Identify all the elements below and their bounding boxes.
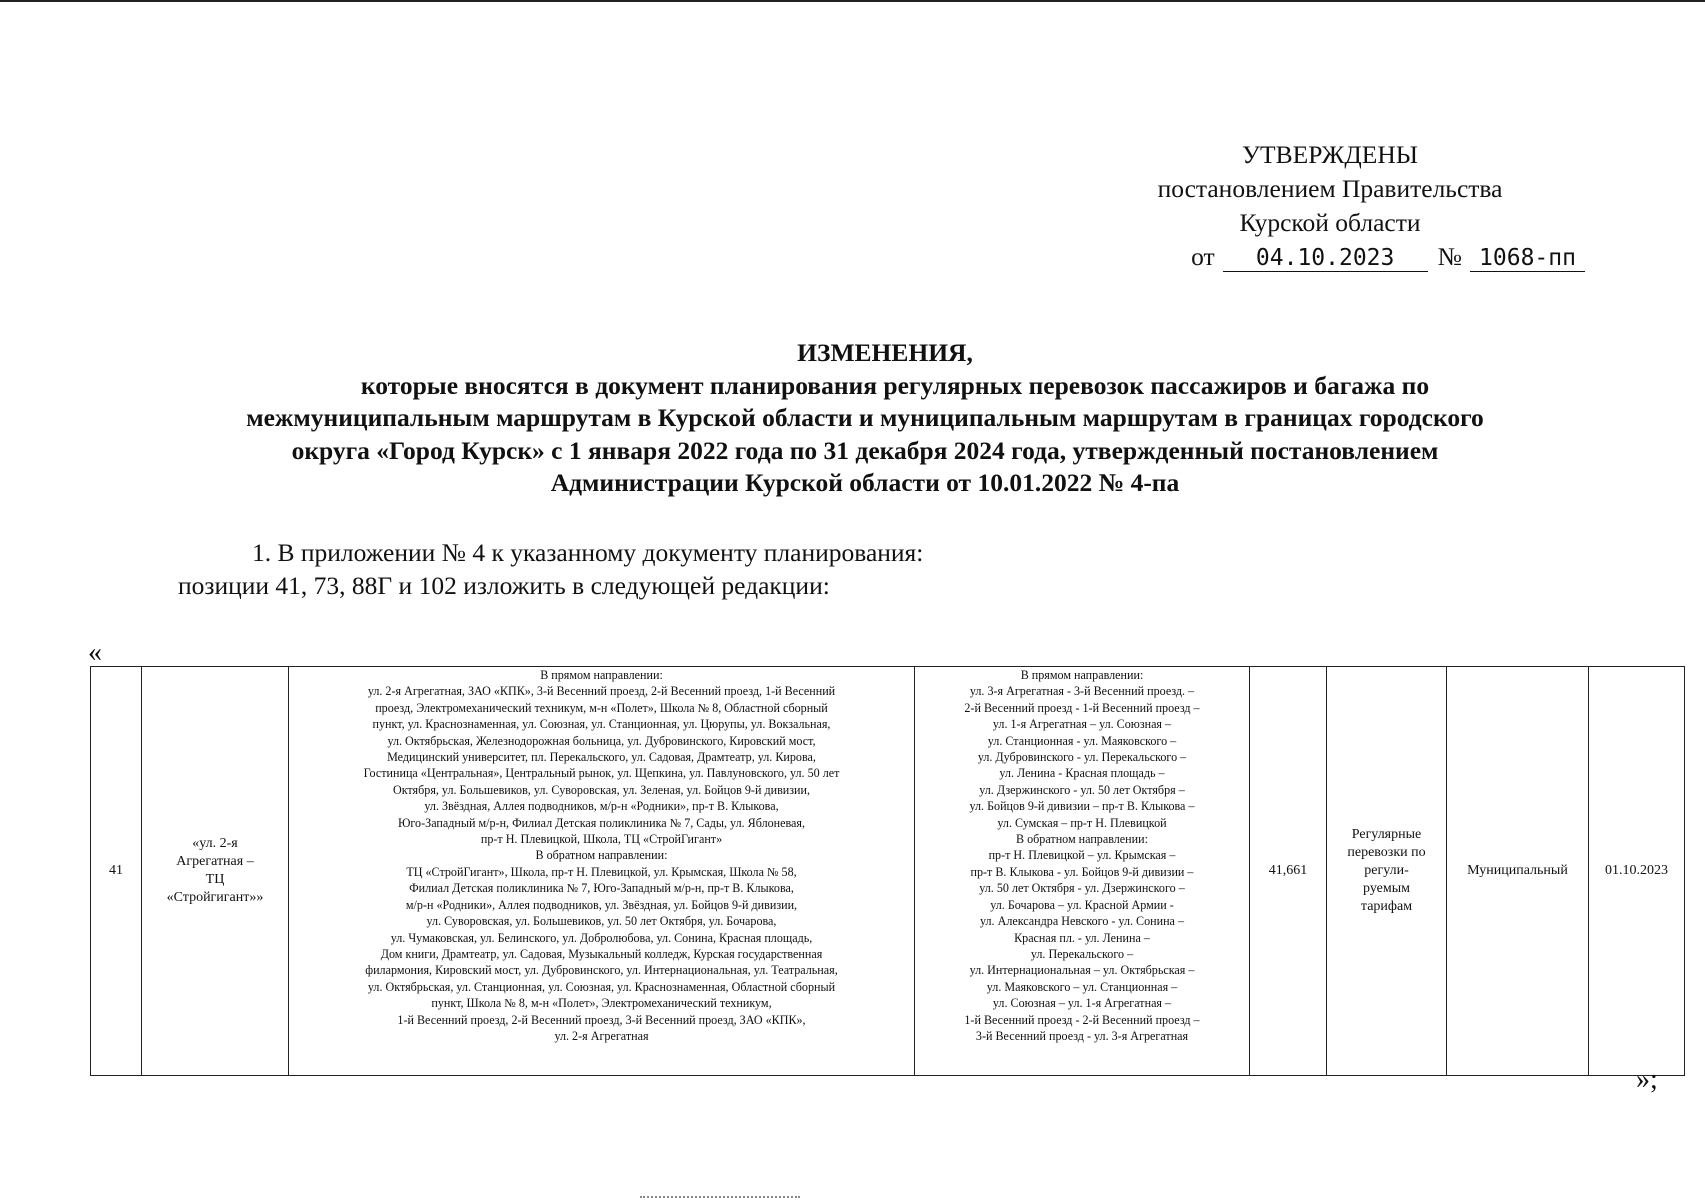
route-length-cell: 41,661	[1250, 667, 1327, 1076]
streets-line: 3-й Весенний проезд - ул. 3-я Агрегатная	[975, 1028, 1189, 1043]
transport-type-line: регули-	[1364, 863, 1409, 878]
streets-line: 1-й Весенний проезд - 2-й Весенний проезд –	[964, 1012, 1200, 1027]
start-date-cell: 01.10.2023	[1589, 667, 1685, 1076]
closing-quote: »;	[1636, 1064, 1658, 1095]
transport-type-cell	[1327, 667, 1447, 1076]
transport-type-line: Регулярные	[1351, 827, 1422, 842]
approval-date: 04.10.2023	[1223, 245, 1428, 272]
stops-line: ул. 2-я Агрегатная, ЗАО «КПК», 3-й Весенний проезд, 2-й Весенний проезд, 1-й Весенний	[367, 684, 836, 699]
streets-line: ул. Дубровинского - ул. Перекальского –	[977, 750, 1187, 765]
stops-line: пр-т Н. Плевицкой, Школа, ТЦ «СтройГигант»	[480, 832, 723, 847]
top-border-line	[0, 0, 1705, 2]
stops-line: пункт, Школа № 8, м-н «Полет», Электромеханический техникум,	[431, 996, 772, 1011]
streets-line: ул. Станционная - ул. Маяковского –	[987, 733, 1177, 748]
title-line-1: которые вносятся в документ планирования регулярных перевозок пассажиров и багажа по	[360, 370, 1430, 400]
table-row	[91, 667, 1685, 1076]
route-streets-cell	[915, 667, 1250, 1076]
streets-line: пр-т Н. Плевицкой – ул. Крымская –	[988, 848, 1176, 863]
paragraph-2: позиции 41, 73, 88Г и 102 изложить в следующей редакции:	[178, 571, 830, 600]
stops-line: м/р-н «Родники», Аллея подводников, ул. Звёздная, ул. Бойцов 9-й дивизии,	[405, 897, 798, 912]
streets-line: ул. Перекальского –	[1030, 946, 1134, 961]
streets-line: ул. Союзная – ул. 1-я Агрегатная –	[992, 996, 1172, 1011]
stops-line: пункт, ул. Краснознаменная, ул. Союзная, ул. Станционная, ул. Цюрупы, ул. Вокзальная,	[372, 717, 831, 732]
streets-line: ул. Бочарова – ул. Красной Армии -	[990, 897, 1174, 912]
stops-line: ул. Октябрьская, ул. Станционная, ул. Союзная, ул. Краснознаменная, Областной сборный	[367, 979, 836, 994]
stops-line: 1-й Весенний проезд, 2-й Весенний проезд, 3-й Весенний проезд, ЗАО «КПК»,	[397, 1012, 806, 1027]
approved-by-line1: постановлением Правительства	[1157, 174, 1503, 203]
title-main: ИЗМЕНЕНИЯ,	[797, 338, 973, 367]
streets-line: ул. Сумская – пр-т Н. Плевицкой	[997, 815, 1167, 830]
route-stops-cell	[289, 667, 915, 1076]
stops-line: ул. Октябрьская, Железнодорожная больница, ул. Дубровинского, Кировский мост,	[387, 733, 816, 748]
title-line-3: округа «Город Курск» с 1 января 2022 года по 31 декабря 2024 года, утвержденный постановлением	[291, 435, 1439, 465]
streets-line: пр-т В. Клыкова - ул. Бойцов 9-й дивизии –	[970, 864, 1194, 879]
streets-line: В прямом направлении:	[1020, 668, 1144, 682]
streets-line: ул. 1-я Агрегатная – ул. Союзная –	[992, 717, 1172, 732]
document-title	[160, 337, 1570, 500]
title-line-2: межмуниципальным маршрутам в Курской области и муниципальным маршрутам в границах городского	[246, 403, 1484, 432]
streets-line: ул. Дзержинского - ул. 50 лет Октября –	[979, 782, 1185, 797]
opening-quote: «	[88, 637, 102, 668]
stops-line: Октября, ул. Большевиков, ул. Суворовская, ул. Зеленая, ул. Бойцов 9-й дивизии,	[392, 782, 811, 797]
stops-line: Юго-Западный м/р-н, Филиал Детская поликлиника № 7, Сады, ул. Яблоневая,	[397, 815, 806, 830]
route-name-line: «Стройгигант»»	[166, 890, 264, 905]
stops-line: Филиал Детская поликлиника № 7, Юго-Западный м/р-н, пр-т В. Клыкова,	[409, 881, 794, 896]
route-name-cell	[142, 667, 289, 1076]
streets-line: 2-й Весенний проезд - 1-й Весенний проезд –	[964, 700, 1200, 715]
stops-line: ул. Суворовская, ул. Большевиков, ул. 50 лет Октября, ул. Бочарова,	[426, 914, 777, 929]
stops-line: Гостиница «Центральная», Центральный рынок, ул. Щепкина, ул. Павлуновского, ул. 50 лет	[363, 766, 840, 781]
route-name-line: Агрегатная –	[176, 854, 254, 869]
stops-line: филармония, Кировский мост, ул. Дубровинского, ул. Интернациональная, ул. Театральная,	[365, 963, 838, 978]
stops-line: ул. Чумаковская, ул. Белинского, ул. Добролюбова, ул. Сонина, Красная площадь,	[390, 930, 813, 945]
route-name-line: «ул. 2-я	[192, 836, 238, 851]
streets-line: Красная пл. - ул. Ленина –	[1014, 930, 1150, 945]
routes-table	[90, 666, 1685, 1076]
stops-line: В обратном направлении:	[535, 848, 668, 863]
streets-line: ул. 50 лет Октября - ул. Дзержинского –	[979, 881, 1185, 896]
streets-line: ул. Александра Невского - ул. Сонина –	[979, 914, 1185, 929]
streets-line: В обратном направлении:	[1016, 832, 1148, 847]
stops-line: В прямом направлении:	[540, 668, 663, 682]
streets-line: ул. Бойцов 9-й дивизии – пр-т В. Клыкова –	[969, 799, 1195, 814]
route-number-cell: 41	[91, 667, 142, 1076]
transport-type-line: тарифам	[1360, 899, 1413, 914]
approved-by-line2: Курской области	[1239, 208, 1421, 237]
route-name-line: ТЦ	[205, 872, 225, 887]
paragraph-1: 1. В приложении № 4 к указанному документу планирования:	[252, 538, 924, 567]
title-line-4: Администрации Курской области от 10.01.2022 № 4-па	[550, 468, 1180, 497]
approval-dateline	[1120, 240, 1585, 274]
stops-line: ул. Звёздная, Аллея подводников, м/р-н «Родники», пр-т В. Клыкова,	[424, 799, 779, 814]
streets-line: ул. 3-я Агрегатная - 3-й Весенний проезд. –	[969, 684, 1195, 699]
route-kind-cell: Муниципальный	[1447, 667, 1589, 1076]
stops-line: проезд, Электромеханический техникум, м-н «Полет», Школа № 8, Областной сборный	[375, 700, 828, 715]
stops-line: Дом книги, Драмтеатр, ул. Садовая, Музыкальный колледж, Курская государственная	[380, 946, 823, 961]
transport-type-line: руемым	[1363, 881, 1410, 896]
stops-line: ул. 2-я Агрегатная	[554, 1028, 649, 1043]
approval-number: 1068-пп	[1470, 245, 1585, 272]
approved-heading: УТВЕРЖДЕНЫ	[1242, 140, 1418, 169]
stops-line: ТЦ «СтройГигант», Школа, пр-т Н. Плевицкой, ул. Крымская, Школа № 58,	[406, 864, 797, 879]
streets-line: ул. Интернациональная – ул. Октябрьская –	[969, 963, 1195, 978]
stops-line: Медицинский университет, пл. Перекальского, ул. Садовая, Драмтеатр, ул. Кирова,	[387, 750, 816, 765]
number-label: №	[1437, 242, 1462, 271]
transport-type-line: перевозки по	[1347, 845, 1426, 860]
approval-block	[1120, 138, 1576, 274]
from-label: от	[1191, 242, 1215, 271]
scan-artifact	[640, 1196, 800, 1201]
streets-line: ул. Маяковского – ул. Станционная –	[986, 979, 1178, 994]
streets-line: ул. Ленина - Красная площадь –	[999, 766, 1165, 781]
